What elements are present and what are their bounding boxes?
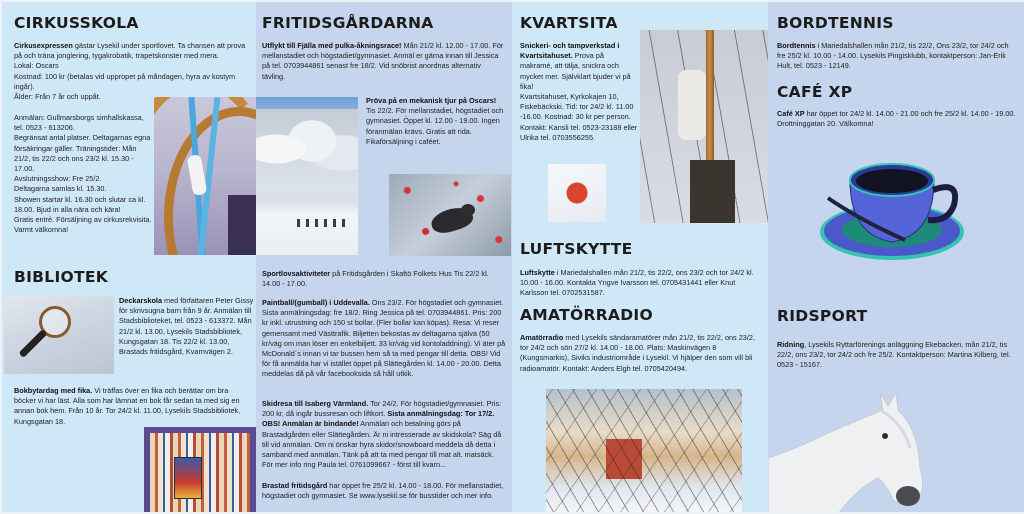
- cafe-xp-text: Café XP har öppet tor 24/2 kl. 14.00 - 21.00 och fre 25/2 kl. 14.00 - 19.00. Drottninggatan 20. Välkomna!: [777, 109, 1016, 129]
- kvartsita-text: Snickeri- och tampverkstad i Kvartsitahuset. Prova på makramé, att tälja, snickra och mycket mer. Självklart bjuder vi på fika! Kvartsitahuset, Kyrkokajen 10, Fiskebäckski. Tid: tor 24/2 kl. 11.00 -16.00. Kostnad: 30 kr per person. Kontakt: Kansli tel. 0523-23188 eller Ulrika tel. 0703556255.: [520, 41, 638, 142]
- fritid-tjur: Pröva på en mekanisk tjur på Oscars! Tis 22/2. För mellanstadiet, högstadiet och gymnasiet. Öppet kl. 12.00 - 19.00. Ingen föranmälan krävs. Gratis att rida. Fikaförsäljning i caféet.: [366, 96, 504, 146]
- photo-coffee-cup-icon: [820, 150, 970, 262]
- ridsport-text: Ridning, Lysekils Ryttarförenings anläggning Ekebacken, mån 21/2, tis 22/2, ons 23/2, tor 24/2 och fre 25/2. Kontaktperson: Martina Kilberg, tel. 0523 - 15167.: [777, 340, 1011, 370]
- fritid-brastad: Brastad fritidsgård har öppet fre 25/2 kl. 14.00 - 18.00. För mellanstadiet, högstadiet och gymnasiet. Se www.lysekil.se för busstider och mer info.: [262, 481, 504, 501]
- bibliotek-bokbytardag: Bokbytardag med fika. Vi träffas över en fika och berättar om bra böcker vi har läst. Alla som har lämnat en bok får sedan ta med sig en annan bok hem. Från 10 år. Tor 24/2 kl. 11.00, Lysekils Stadsbibliotek, Kungsgatan 18.: [14, 386, 241, 426]
- cirkusskola-details: Anmälan: Gullmarsborgs simhallskassa, tel. 0523 - 613206. Begränsat antal platser. Deltagarnas egna försäkringar gäller. Träningstider: Mån 21/2, tis 22/2 och ons 23/2 kl. 15.30 - 17.00. Avslutningsshow: Fre 25/2. Deltagarna samlas kl. 15.30. Showen startar kl. 16.30 och slutar ca kl. 18.00. Bjud in alla nära och kära! Gratis entré. Försäljning av cirkusrekvisita. Varmt välkomna!: [14, 113, 152, 235]
- column-1: [0, 0, 256, 514]
- photo-books-icon: [144, 427, 256, 514]
- fritid-skidresa: Skidresa till Isaberg Värmland. Tor 24/2. För högstadiet/gymnasiet. Pris: 200 kr, då ingår bussresan och liftkort. Sista anmälningsdag: Tor 17/2. OBS! Anmälan är bindande! Anmälan och betalning görs på Brastadgården eller Slättegården. Är ni intresserade av skidskola? Säg då till vid anmälan. Om ni önskar hyra skidor/snowboard meddela då detta i samband med anmälan. Tänk på att ta med pengar till mat alt. matsäck. För mer info ring Paula tel. 0761099667 - först till kvarn...: [262, 399, 502, 470]
- photo-magnifier-icon: [4, 296, 114, 374]
- amatorradio-text: Amatörradio med Lysekils sändaramatörer mån 21/2, tis 22/2, ons 23/2, tor 24/2 och sön 27/2 kl. 14.00 - 18.00. Plats: Maskinvägen 8 (Kungsmarkis), Siviks industriområde i Lysekil. Vi hjälper den som vill bli radioamatör. Kontakt: Anders Elgh tel. 0705420494.: [520, 333, 755, 373]
- photo-mast-icon: [640, 30, 768, 223]
- section-title-amatorradio: AMATÖRRADIO: [520, 306, 653, 324]
- fritid-paintball: Paintball/(gumball) i Uddevalla. Ons 23/2. För högstadiet och gymnasiet. Sista anmälningsdag: fre 18/2. Ring Jessica på tel. 0703944861. Pris: 200 kr inkl. utrustning och 150 st bollar. (Fler bollar kan köpas). Resa: Vi reser gemensamt med Västtrafik. Biljetten bekostas av deltagarna själva (50 kr/väg om man löser en enkelbiljett. 33 kr/väg vid kontoladdning). Vi äter på McDonald´s innan vi tar bussen hem så ta med pengar till detta. OBS! Vid för få anmälda har vi istället öppet på Slättegården kl. 14.00 - 20.00. Detta meddelas då på vår facebooksida så håll utkik.: [262, 298, 506, 379]
- section-title-fritidsgardarna: FRITIDSGÅRDARNA: [262, 14, 434, 32]
- column-3: [512, 0, 768, 514]
- section-title-bordtennis: BORDTENNIS: [777, 14, 894, 32]
- luftskytte-text: Luftskytte i Mariedalshallen mån 21/2, tis 22/2, ons 23/2 och tor 24/2 kl. 10.00 - 16.00. Kontakta Yngve Ivarsson tel. 0705431441 eller Knut Karlsson tel. 0702531587.: [520, 268, 754, 298]
- section-title-bibliotek: BIBLIOTEK: [14, 268, 109, 286]
- section-title-kvartsita: KVARTSITA: [520, 14, 618, 32]
- photo-red-snow-icon: [548, 164, 606, 222]
- fritid-pulka: Utflykt till Fjälla med pulka-åkningsrace! Mån 21/2 kl. 12.00 - 17.00. För mellanstadiet och högstadiet/gymnasiet. Anmäl er gärna innan till Jessica på tel. 0703944861 senast fre 18/2. Vid snöbrist anordnas alternativ tävling.: [262, 41, 504, 81]
- section-title-luftskytte: LUFTSKYTTE: [520, 240, 633, 258]
- photo-snow-landscape-icon: [256, 97, 358, 255]
- photo-bird-icon: [389, 174, 511, 256]
- photo-winter-trees-icon: [546, 389, 742, 512]
- section-title-cafe-xp: CAFÉ XP: [777, 83, 853, 101]
- photo-horse-icon: [768, 388, 1024, 514]
- cirkusskola-lead: Cirkusexpressen: [14, 41, 73, 50]
- bibliotek-deckarskola: Deckarskola med författaren Peter Gissy för skrivsugna barn från 9 år. Anmälan till Stadsbiblioteket, tel. 0523 - 613372. Mån 21/2 kl. 13.00, Lysekils Stadsbibliotek, Kungsgatan 18. Tis 22/2 kl. 13.00, Brastads fritidsgård, Kvarnvägen 2.: [119, 296, 254, 357]
- section-title-ridsport: RIDSPORT: [777, 307, 868, 325]
- fritid-sportlov: Sportlovsaktiviteter på Fritidsgården i Skaftö Folkets Hus Tis 22/2 kl. 14.00 - 17.00.: [262, 269, 489, 289]
- cirkusskola-intro: Cirkusexpressen gästar Lysekil under sportlovet. Ta chansen att prova på och träna jonglering, tygakrobatik, trapetskonster med mera. Lokal: Oscars Kostnad: 100 kr (betalas vid uppropet på måndagen, hyra av kostym ingår). Ålder: Från 7 år och uppåt.: [14, 41, 246, 102]
- column-2: [256, 0, 512, 514]
- bordtennis-text: Bordtennis i Mariedalshallen mån 21/2, tis 22/2, Ons 23/2, tor 24/2 och fre 25/2 kl. 10.00 - 14.00. Lysekils Pingisklubb, kontaktperson: Jan-Erik Hult, tel. 0523 - 12149.: [777, 41, 1009, 71]
- photo-circus-icon: [154, 97, 256, 255]
- section-title-cirkusskola: CIRKUSSKOLA: [14, 14, 139, 32]
